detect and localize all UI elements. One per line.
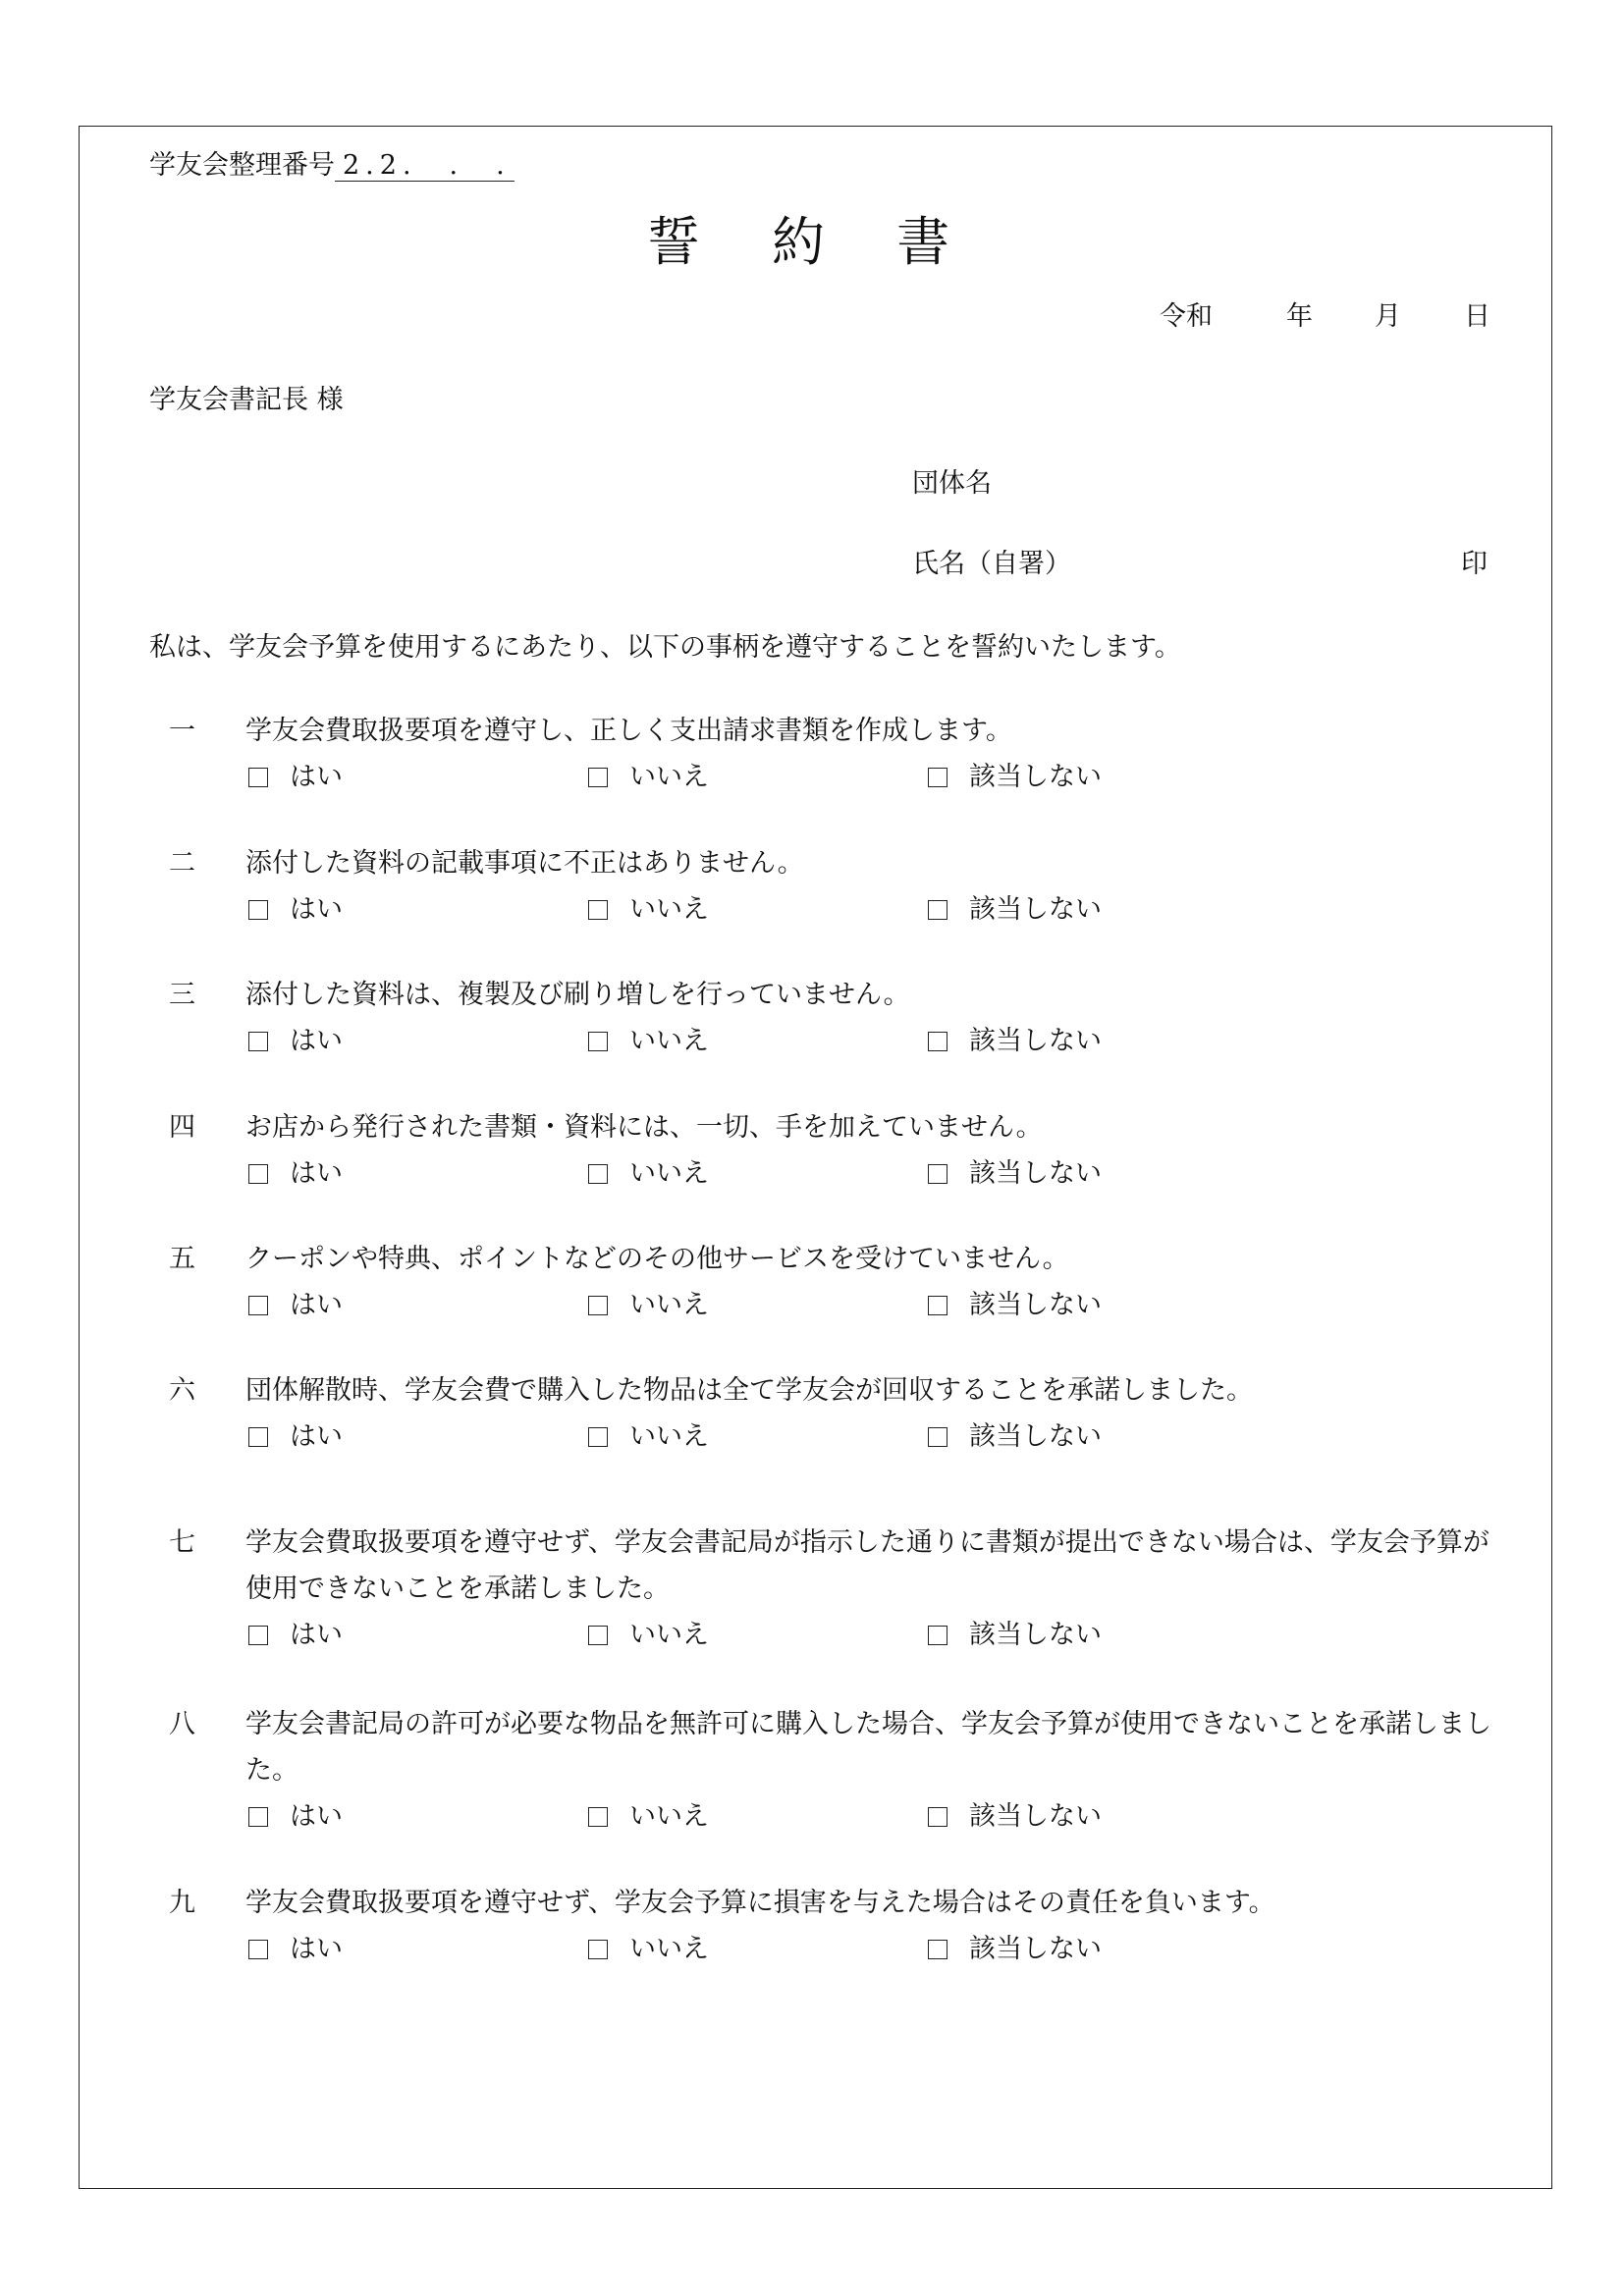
item-number: 八 — [169, 1709, 195, 1739]
checkbox-icon[interactable] — [928, 1296, 947, 1315]
option-yes[interactable] — [248, 896, 343, 923]
option-label: はい — [290, 1158, 343, 1189]
checkbox-icon[interactable] — [248, 1807, 268, 1827]
date-year: 年 — [1286, 301, 1313, 332]
option-na[interactable] — [928, 1028, 1102, 1054]
option-label: いいえ — [629, 1801, 709, 1832]
checkbox-icon[interactable] — [248, 1296, 268, 1315]
item-number: 六 — [169, 1375, 195, 1406]
option-label: 該当しない — [969, 1158, 1102, 1189]
item-text: 団体解散時、学友会費で購入した物品は全て学友会が回収することを承諾しました。 — [245, 1375, 1253, 1406]
option-na[interactable] — [928, 1936, 1102, 1962]
item-options — [0, 1622, 1624, 1653]
checkbox-icon[interactable] — [928, 1427, 947, 1447]
item-options — [0, 764, 1624, 795]
checkbox-icon[interactable] — [588, 1032, 608, 1051]
date-era: 令和 — [1160, 301, 1213, 332]
checkbox-icon[interactable] — [928, 1807, 947, 1827]
item-number: 七 — [169, 1527, 195, 1558]
option-label: 該当しない — [969, 1421, 1102, 1452]
option-na[interactable] — [928, 1292, 1102, 1318]
option-label: いいえ — [629, 1934, 709, 1964]
option-no[interactable] — [588, 1028, 709, 1054]
item-number: 九 — [169, 1888, 195, 1918]
option-no[interactable] — [588, 1292, 709, 1318]
option-label: はい — [290, 1801, 343, 1832]
option-label: いいえ — [629, 894, 709, 925]
seal-label: 印 — [1461, 549, 1488, 579]
option-label: いいえ — [629, 1026, 709, 1056]
registration-label: 学友会整理番号 — [149, 150, 335, 181]
option-na[interactable] — [928, 764, 1102, 790]
registration-number — [149, 152, 514, 182]
date-month: 月 — [1375, 301, 1401, 332]
item-options — [0, 1292, 1624, 1323]
option-label: いいえ — [629, 762, 709, 792]
option-yes[interactable] — [248, 1803, 343, 1830]
option-no[interactable] — [588, 764, 709, 790]
item-number: 二 — [169, 848, 195, 879]
item-options — [0, 896, 1624, 928]
addressee: 学友会書記長 様 — [149, 385, 344, 415]
item-text: 学友会費取扱要項を遵守せず、学友会書記局が指示した通りに書類が提出できない場合は、学友会予算が使用できないことを承諾しました。 — [245, 1527, 1489, 1604]
option-yes[interactable] — [248, 1423, 343, 1450]
option-label: はい — [290, 762, 343, 792]
signer-label: 氏名（自署） — [912, 549, 1071, 579]
intro-text: 私は、学友会予算を使用するにあたり、以下の事柄を遵守することを誓約いたします。 — [149, 632, 1181, 663]
item-text: 学友会書記局の許可が必要な物品を無許可に購入した場合、学友会予算が使用できないことを承諾しました。 — [245, 1709, 1491, 1786]
option-yes[interactable] — [248, 1936, 343, 1962]
registration-value[interactable]: 2.2. . . — [335, 152, 514, 182]
option-na[interactable] — [928, 1622, 1102, 1648]
checkbox-icon[interactable] — [588, 1164, 608, 1184]
checkbox-icon[interactable] — [928, 1940, 947, 1959]
checkbox-icon[interactable] — [248, 1940, 268, 1959]
option-label: はい — [290, 1290, 343, 1320]
date-day: 日 — [1464, 301, 1490, 332]
option-label: 該当しない — [969, 1620, 1102, 1650]
option-label: はい — [290, 1934, 343, 1964]
option-no[interactable] — [588, 1803, 709, 1830]
checkbox-icon[interactable] — [928, 1032, 947, 1051]
checkbox-icon[interactable] — [248, 1032, 268, 1051]
option-na[interactable] — [928, 896, 1102, 923]
option-no[interactable] — [588, 1423, 709, 1450]
option-label: はい — [290, 1026, 343, 1056]
option-label: 該当しない — [969, 1801, 1102, 1832]
item-options — [0, 1803, 1624, 1835]
option-no[interactable] — [588, 896, 709, 923]
option-na[interactable] — [928, 1423, 1102, 1450]
checkbox-icon[interactable] — [248, 900, 268, 920]
checkbox-icon[interactable] — [588, 900, 608, 920]
item-number: 五 — [169, 1244, 195, 1274]
checkbox-icon[interactable] — [588, 1427, 608, 1447]
option-label: 該当しない — [969, 1934, 1102, 1964]
checkbox-icon[interactable] — [588, 1296, 608, 1315]
checkbox-icon[interactable] — [928, 1626, 947, 1645]
option-label: 該当しない — [969, 1026, 1102, 1056]
option-label: はい — [290, 1421, 343, 1452]
checkbox-icon[interactable] — [248, 1427, 268, 1447]
item-text: 添付した資料は、複製及び刷り増しを行っていません。 — [245, 980, 910, 1010]
checkbox-icon[interactable] — [928, 900, 947, 920]
option-label: はい — [290, 1620, 343, 1650]
checkbox-icon[interactable] — [588, 1807, 608, 1827]
checkbox-icon[interactable] — [588, 1940, 608, 1959]
item-text: クーポンや特典、ポイントなどのその他サービスを受けていません。 — [245, 1244, 1069, 1274]
option-na[interactable] — [928, 1160, 1102, 1187]
org-name-label: 団体名 — [912, 468, 992, 499]
item-text: 添付した資料の記載事項に不正はありません。 — [245, 848, 804, 879]
item-text: お店から発行された書類・資料には、一切、手を加えていません。 — [245, 1112, 1043, 1143]
checkbox-icon[interactable] — [248, 768, 268, 787]
checkbox-icon[interactable] — [588, 768, 608, 787]
option-no[interactable] — [588, 1936, 709, 1962]
option-label: 該当しない — [969, 762, 1102, 792]
option-yes[interactable] — [248, 1160, 343, 1187]
option-label: 該当しない — [969, 894, 1102, 925]
option-yes[interactable] — [248, 1028, 343, 1054]
checkbox-icon[interactable] — [248, 1626, 268, 1645]
item-text: 学友会費取扱要項を遵守せず、学友会予算に損害を与えた場合はその責任を負います。 — [245, 1888, 1275, 1918]
option-no[interactable] — [588, 1160, 709, 1187]
item-options — [0, 1160, 1624, 1192]
item-options — [0, 1936, 1624, 1967]
checkbox-icon[interactable] — [248, 1164, 268, 1184]
option-label: いいえ — [629, 1620, 709, 1650]
option-label: いいえ — [629, 1421, 709, 1452]
checkbox-icon[interactable] — [588, 1626, 608, 1645]
item-number: 三 — [169, 980, 195, 1010]
option-label: はい — [290, 894, 343, 925]
option-na[interactable] — [928, 1803, 1102, 1830]
option-no[interactable] — [588, 1622, 709, 1648]
item-options — [0, 1028, 1624, 1059]
item-text: 学友会費取扱要項を遵守し、正しく支出請求書類を作成します。 — [245, 716, 1012, 746]
option-yes[interactable] — [248, 764, 343, 790]
checkbox-icon[interactable] — [928, 1164, 947, 1184]
item-number: 四 — [169, 1112, 195, 1143]
option-label: 該当しない — [969, 1290, 1102, 1320]
option-yes[interactable] — [248, 1622, 343, 1648]
option-yes[interactable] — [248, 1292, 343, 1318]
option-label: いいえ — [629, 1290, 709, 1320]
page-title: 誓 約 書 — [646, 211, 978, 273]
checkbox-icon[interactable] — [928, 768, 947, 787]
item-options — [0, 1423, 1624, 1455]
option-label: いいえ — [629, 1158, 709, 1189]
item-number: 一 — [169, 716, 195, 746]
